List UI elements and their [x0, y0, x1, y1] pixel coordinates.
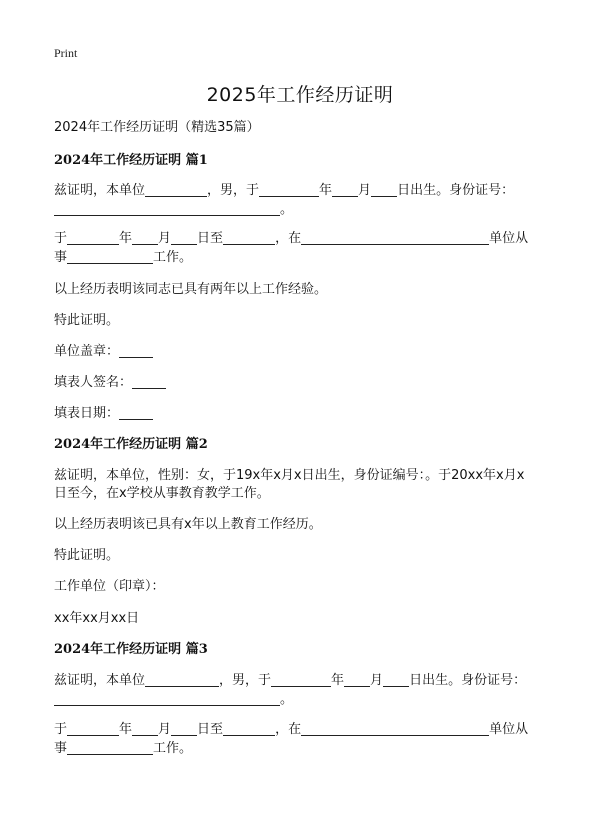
document-subtitle: 2024年工作经历证明（精选35篇）: [54, 120, 260, 135]
text-fragment: 单位从: [489, 722, 529, 737]
blank-field: [332, 182, 358, 197]
text-fragment: 日出生。身份证号：: [397, 183, 515, 198]
section2-para2: 以上经历表明该已具有x年以上教育工作经历。: [54, 517, 322, 532]
text-fragment: 月: [158, 722, 172, 737]
text-fragment: 月: [370, 673, 384, 688]
section1-para5: [54, 342, 153, 362]
blank-field: [119, 405, 153, 420]
section3-para2-line2: [54, 739, 192, 759]
text-fragment: 工作。: [153, 741, 193, 756]
section2-para1-line1: 兹证明，本单位，性别：女，于19x年x月x日出生，身份证编号：。于20xx年x月x: [54, 468, 525, 483]
text-fragment: 年: [331, 673, 345, 688]
blank-field: [145, 672, 219, 687]
text-fragment: 于: [54, 722, 68, 737]
section1-para3: 以上经历表明该同志已具有两年以上工作经验。: [54, 282, 328, 297]
blank-field: [371, 182, 397, 197]
text-fragment: 日至: [197, 231, 224, 246]
blank-field: [259, 182, 319, 197]
text-fragment: 单位从: [489, 231, 529, 246]
blank-field: [67, 740, 153, 755]
print-label: Print: [54, 46, 78, 60]
section1-para6: [54, 373, 166, 393]
blank-field: [383, 672, 409, 687]
text-fragment: 工作。: [153, 250, 193, 265]
section2-date: xx年xx月xx日: [54, 611, 140, 626]
blank-field: [54, 691, 280, 706]
section3-para2-line1: [54, 720, 528, 740]
blank-field: [119, 343, 153, 358]
section1-para2-line2: [54, 248, 192, 268]
text-fragment: 。: [280, 692, 294, 707]
blank-field: [301, 230, 489, 245]
text-fragment: 年: [319, 183, 333, 198]
text-fragment: 日至: [197, 722, 224, 737]
text-fragment: 于: [54, 231, 68, 246]
blank-field: [67, 249, 153, 264]
text-fragment: ，男，于: [219, 673, 272, 688]
text-fragment: 年: [119, 231, 133, 246]
blank-field: [171, 721, 197, 736]
text-fragment: 月: [158, 231, 172, 246]
blank-field: [171, 230, 197, 245]
section3-para1-line1: [54, 671, 526, 691]
label-unit-seal: 单位盖章：: [54, 344, 120, 359]
blank-field: [223, 230, 275, 245]
blank-field: [132, 230, 158, 245]
blank-field: [223, 721, 275, 736]
text-fragment: 事: [54, 741, 68, 756]
section1-para1-line2: [54, 200, 293, 220]
blank-field: [271, 672, 331, 687]
section-heading-3: 2024年工作经历证明 篇3: [54, 642, 208, 657]
blank-field: [145, 182, 207, 197]
label-fill-date: 填表日期：: [54, 406, 120, 421]
text-fragment: 日出生。身份证号：: [409, 673, 527, 688]
blank-field: [132, 374, 166, 389]
page-title: 2025年工作经历证明: [206, 84, 394, 106]
section2-para4: 工作单位（印章）：: [54, 579, 165, 594]
blank-field: [67, 230, 119, 245]
text-fragment: 年: [119, 722, 133, 737]
section2-para3: 特此证明。: [54, 548, 120, 563]
section1-para2-line1: [54, 229, 528, 249]
label-signer: 填表人签名：: [54, 375, 133, 390]
text-fragment: 兹证明，本单位: [54, 183, 146, 198]
text-fragment: 。: [280, 202, 294, 217]
blank-field: [132, 721, 158, 736]
blank-field: [344, 672, 370, 687]
text-fragment: 月: [358, 183, 372, 198]
section1-para7: [54, 404, 153, 424]
text-fragment: ，男，于: [207, 183, 260, 198]
text-fragment: 兹证明，本单位: [54, 673, 146, 688]
section-heading-1: 2024年工作经历证明 篇1: [54, 153, 208, 168]
blank-field: [301, 721, 489, 736]
blank-field: [67, 721, 119, 736]
text-fragment: ，在: [275, 231, 302, 246]
section1-para4: 特此证明。: [54, 313, 120, 328]
section-heading-2: 2024年工作经历证明 篇2: [54, 437, 208, 452]
section2-para1-line2: 日至今，在x学校从事教育教学工作。: [54, 486, 270, 501]
section1-para1-line1: [54, 181, 514, 201]
blank-field: [54, 201, 280, 216]
section3-para1-line2: [54, 690, 293, 710]
text-fragment: ，在: [275, 722, 302, 737]
text-fragment: 事: [54, 250, 68, 265]
